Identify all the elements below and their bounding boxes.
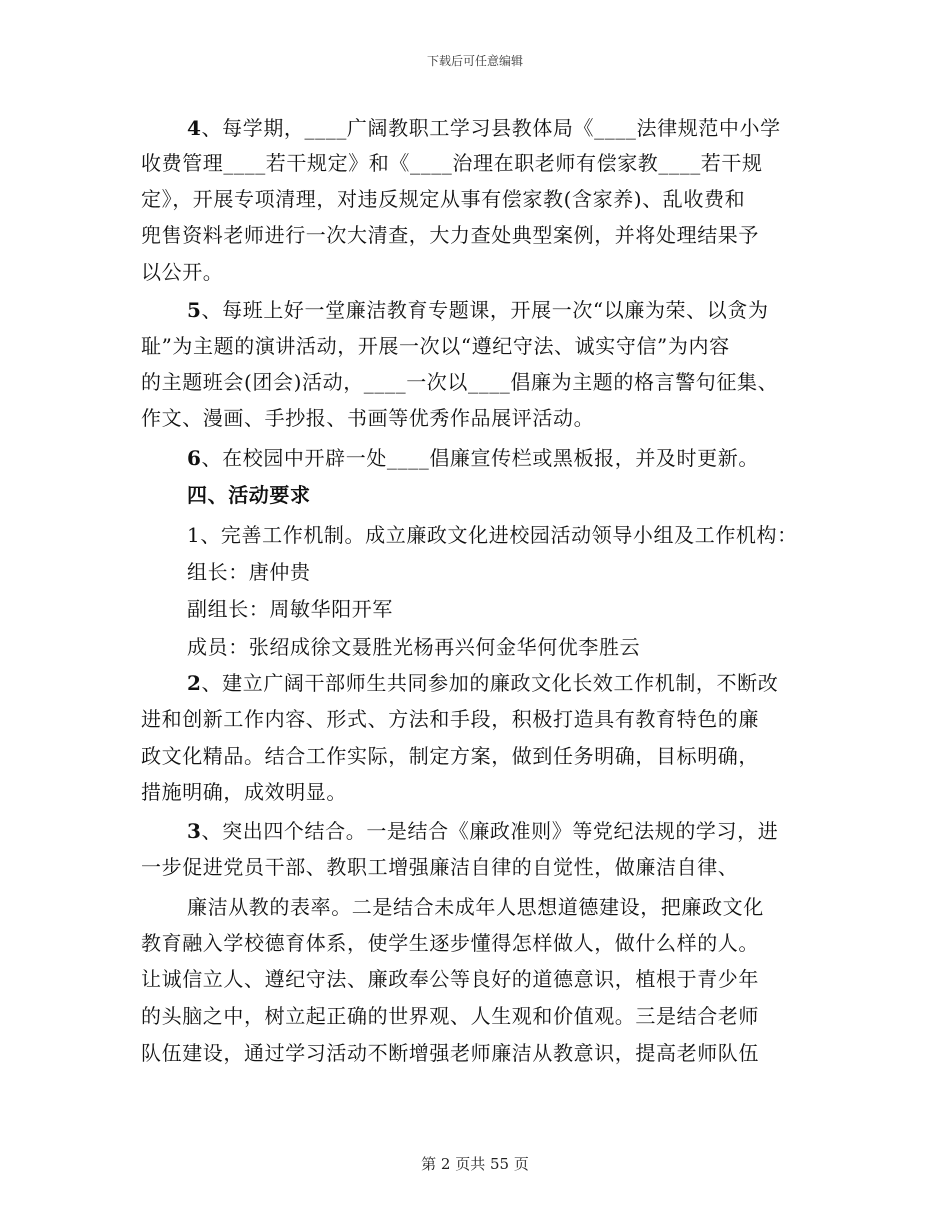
paragraph-6-line-1 [187, 445, 759, 471]
requirement-3-line-5: 让诚信立人、遵纪守法、廉政奉公等良好的道德意识，植根于青少年 [141, 967, 759, 991]
requirement-3-line-3: 廉洁从教的表率。二是结合未成年人思想道德建设，把廉政文化 [187, 895, 764, 919]
line-text: 、每学期，____广阔教职工学习县教体局《____法律规范中小学 [201, 116, 781, 140]
requirement-2-line-3: 政文化精品。结合工作实际，制定方案，做到任务明确，目标明确， [141, 744, 759, 768]
requirement-3-line-2: 一步促进党员干部、教职工增强廉洁自律的自觉性，做廉洁自律、 [141, 855, 739, 879]
line-text: 、建立广阔干部师生共同参加的廉政文化长效工作机制，不断改 [201, 671, 779, 695]
paragraph-4-line-3: 定》，开展专项清理，对违反规定从事有偿家教(含家养)、乱收费和 [141, 187, 746, 211]
requirement-1-line: 1、完善工作机制。成立廉政文化进校园活动领导小组及工作机构： [187, 523, 798, 547]
deputy-leader-line: 副组长：周敏华阳开军 [187, 597, 393, 621]
item-number: 3 [187, 819, 202, 843]
paragraph-5-line-1 [187, 297, 769, 323]
line-text: 、在校园中开辟一处____倡廉宣传栏或黑板报，并及时更新。 [201, 446, 759, 470]
team-leader-line: 组长：唐仲贵 [187, 560, 311, 584]
members-line: 成员：张绍成徐文聂胜光杨再兴何金华何优李胜云 [187, 635, 641, 659]
requirement-2-line-1 [187, 670, 778, 696]
requirement-2-line-4: 措施明确，成效明显。 [141, 780, 347, 804]
page-header: 下载后可任意编辑 [426, 54, 523, 68]
paragraph-4-line-5: 以公开。 [141, 260, 224, 284]
paragraph-4-line-4: 兜售资料老师进行一次大清查，大力查处典型案例，并将处理结果予 [141, 223, 759, 247]
line-text: 、突出四个结合。一是结合《廉政准则》等党纪法规的学习，进 [201, 819, 779, 843]
item-number: 2 [187, 671, 202, 695]
line-text: 、每班上好一堂廉洁教育专题课，开展一次“以廉为荣、以贪为 [201, 298, 769, 322]
item-number: 6 [187, 446, 202, 470]
paragraph-4-line-1 [187, 115, 781, 141]
section-heading: 四、活动要求 [187, 483, 311, 507]
paragraph-4-line-2: 收费管理____若干规定》和《____治理在职老师有偿家教____若干规 [141, 151, 763, 175]
requirement-3-line-4: 教育融入学校德育体系，使学生逐步懂得怎样做人，做什么样的人。 [141, 931, 759, 955]
paragraph-5-line-3: 的主题班会(团会)活动，____一次以____倡廉为主题的格言警句征集、 [141, 370, 779, 394]
page-footer: 第 2 页共 55 页 [421, 1155, 529, 1173]
item-number: 4 [187, 116, 202, 140]
requirement-2-line-2: 进和创新工作内容、形式、方法和手段，积极打造具有教育特色的廉 [141, 707, 759, 731]
requirement-3-line-6: 的头脑之中，树立起正确的世界观、人生观和价值观。三是结合老师 [141, 1004, 759, 1028]
paragraph-5-line-2: 耻”为主题的演讲活动，开展一次以“遵纪守法、诚实守信”为内容 [141, 334, 730, 358]
item-number: 5 [187, 298, 202, 322]
paragraph-5-line-4: 作文、漫画、手抄报、书画等优秀作品展评活动。 [141, 406, 595, 430]
requirement-3-line-7: 队伍建设，通过学习活动不断增强老师廉洁从教意识，提高老师队伍 [141, 1041, 759, 1065]
requirement-3-line-1 [187, 818, 778, 844]
